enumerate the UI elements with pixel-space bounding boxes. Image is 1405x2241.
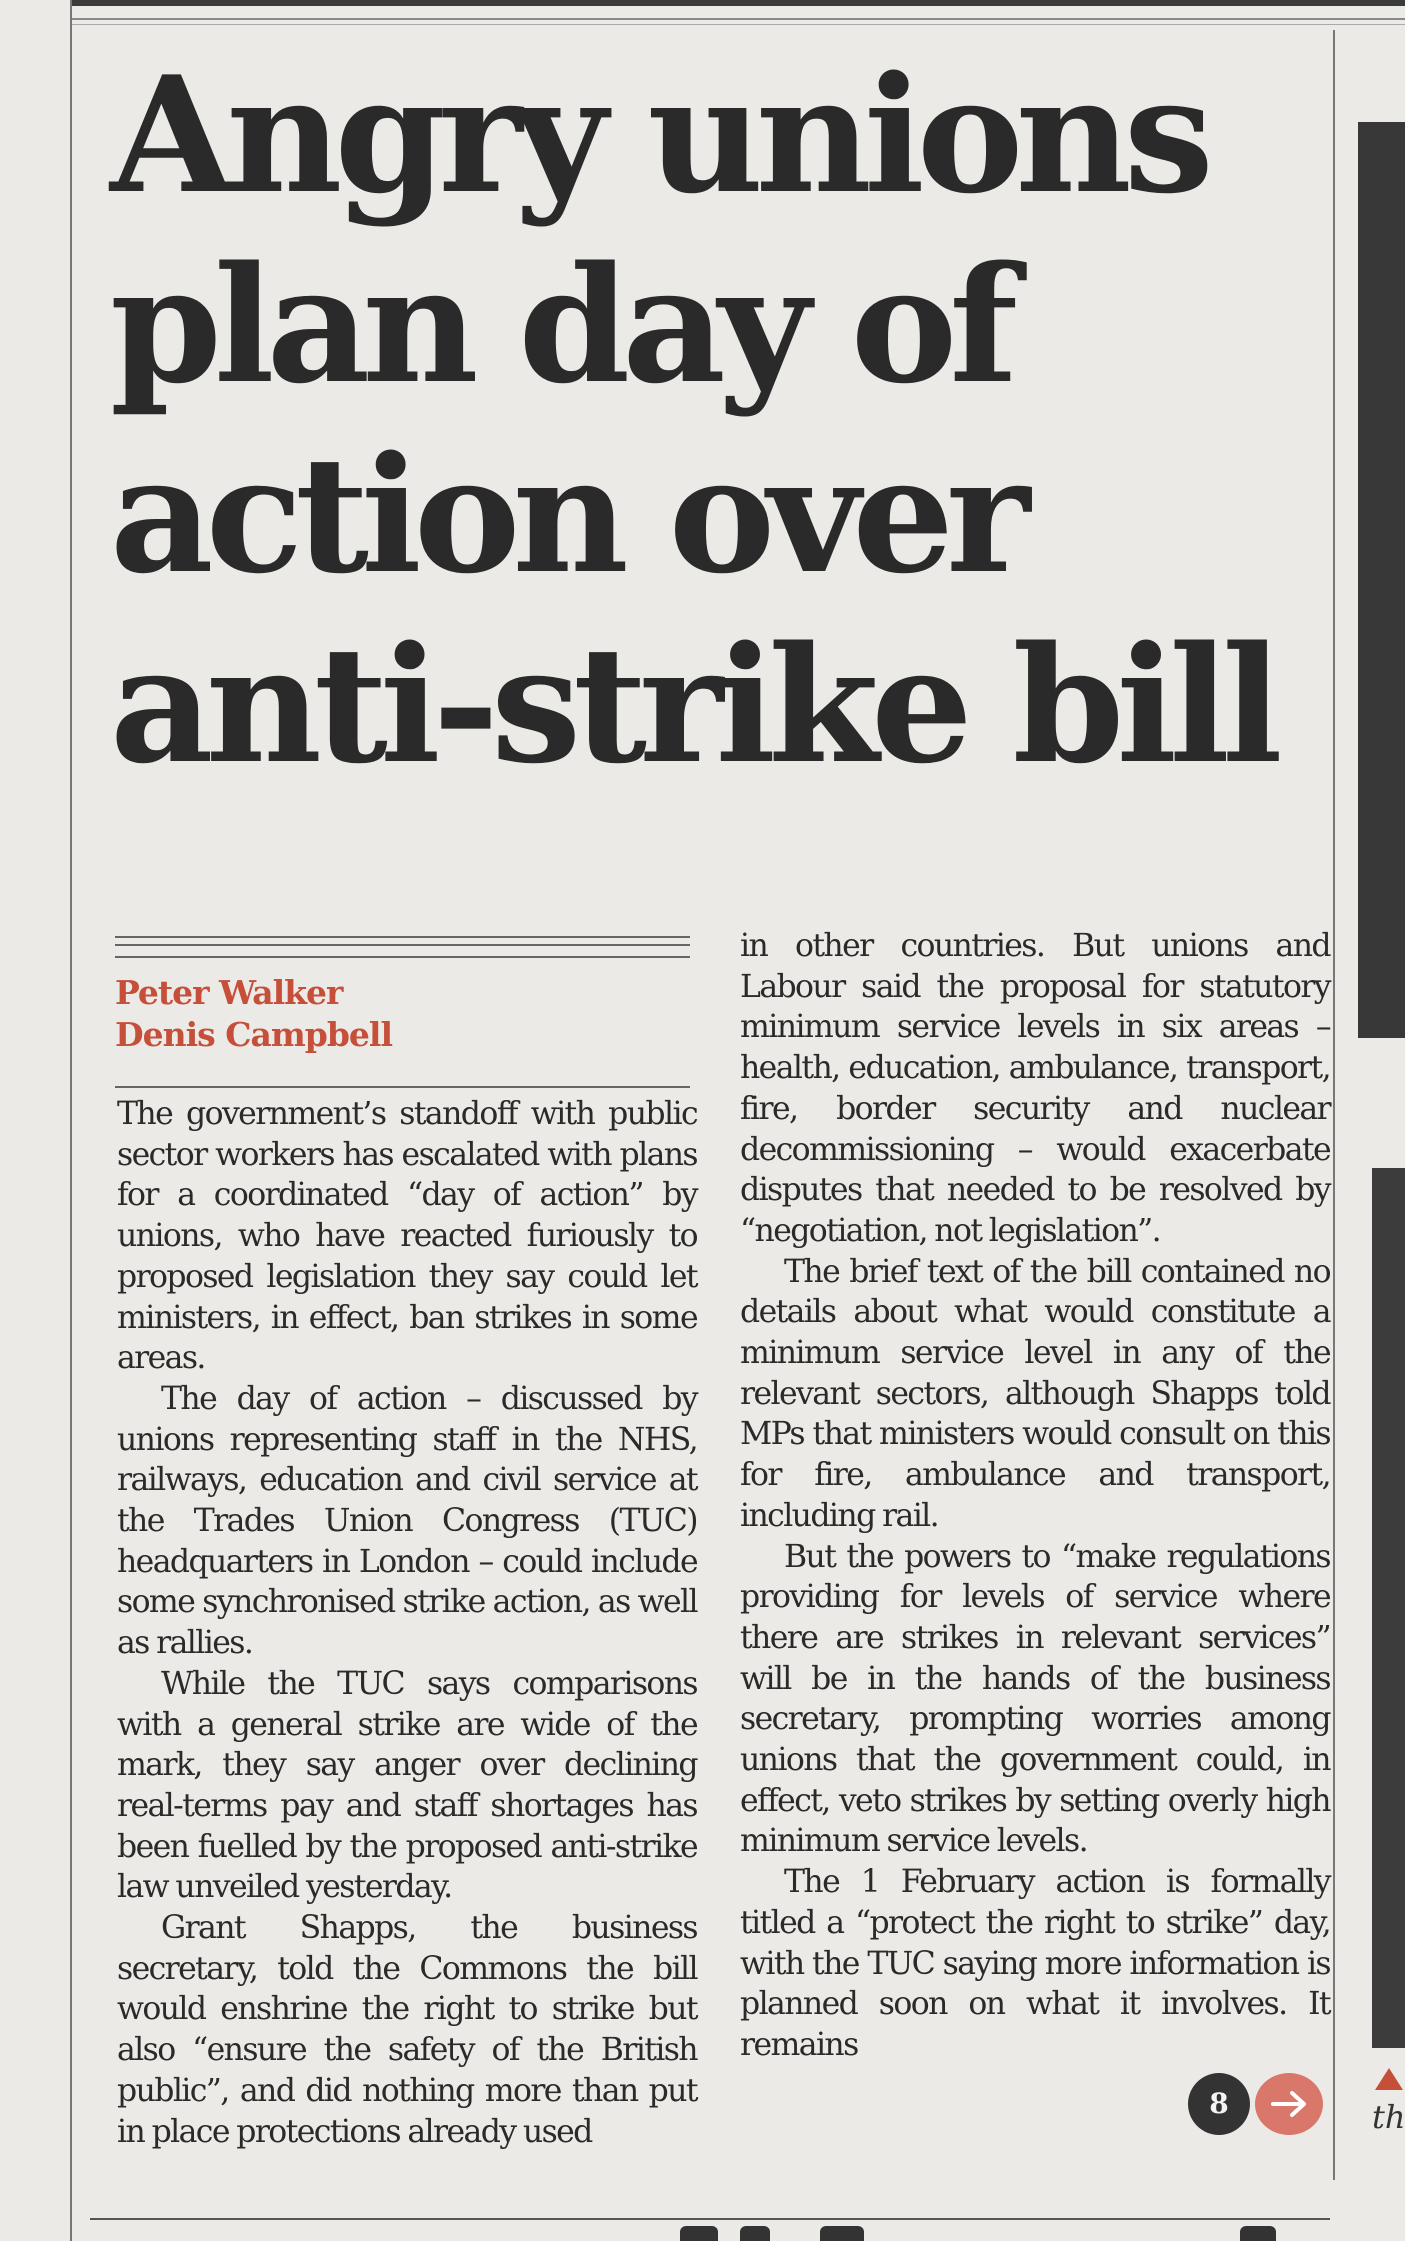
article-column-1 — [117, 1094, 697, 2152]
arrow-right-icon — [1255, 2073, 1323, 2135]
author-name: Denis Campbell — [115, 1015, 392, 1054]
next-headline-cropped — [680, 2226, 1340, 2241]
byline-rules — [115, 936, 690, 958]
paragraph: in other countries. But unions and Labour said the proposal for statutory minimum service levels in six areas – health, education, ambulance, transport, fire, border security and nuclear decommissioning – would exacerbate disputes that needed to be resolved by “negotiation, not legislation”. — [740, 928, 1330, 1249]
top-rule — [70, 0, 1405, 6]
top-thin-rule — [70, 18, 1405, 20]
byline — [115, 972, 675, 1056]
paragraph: But the powers to “make regulations providing for levels of service where there are strikes in relevant services” will be in the hands of the business secretary, prompting worries among unions that the government could, in effect, veto strikes by setting overly high minimum service levels. — [740, 1538, 1330, 1860]
triangle-marker-icon — [1375, 2068, 1403, 2090]
top-hairline-rule — [70, 24, 1405, 25]
paragraph: The brief text of the bill contained no details about what would constitute a minimum service level in any of the relevant sectors, although Shapps told MPs that ministers would consult on this for fire, ambulance and transport, including rail. — [740, 1253, 1330, 1534]
paragraph: The 1 February action is formally titled a “protect the right to strike” day, with the TUC saying more information is planned soon on what it involves. It remains — [740, 1864, 1330, 2063]
article-column-2 — [740, 926, 1330, 2066]
left-column-rule — [70, 0, 72, 2241]
paragraph: While the TUC says comparisons with a general strike are wide of the mark, they say anger over declining real-terms pay and staff shortages has been fuelled by the proposed anti-strike law unveiled yesterday. — [117, 1665, 697, 1906]
author-name: Peter Walker — [115, 973, 343, 1012]
bottom-rule — [90, 2218, 1330, 2220]
headline: Angry unions plan day of action over anti-strike bill — [110, 41, 1275, 799]
paragraph: The day of action – discussed by unions representing staff in the NHS, railways, education and civil service at the Trades Union Congress (TUC) headquarters in London – could include some synchronised strike action, as well as rallies. — [117, 1380, 697, 1662]
right-column-rule — [1333, 30, 1335, 2180]
byline-divider — [115, 1086, 690, 1088]
adjacent-photo-edge — [1358, 122, 1405, 1038]
continued-page-badge: 8 — [1188, 2073, 1250, 2135]
adjacent-photo-edge — [1372, 1168, 1405, 2048]
adjacent-caption-fragment: th — [1372, 2098, 1405, 2136]
paragraph: Grant Shapps, the business secretary, told the Commons the bill would enshrine the right to strike but also “ensure the safety of the British public”, and did nothing more than put in place protections already used — [117, 1910, 697, 2150]
paragraph: The government’s standoff with public sector workers has escalated with plans for a coordinated “day of action” by unions, who have reacted furiously to proposed legislation they say could let ministers, in effect, ban strikes in some areas. — [117, 1096, 697, 1377]
